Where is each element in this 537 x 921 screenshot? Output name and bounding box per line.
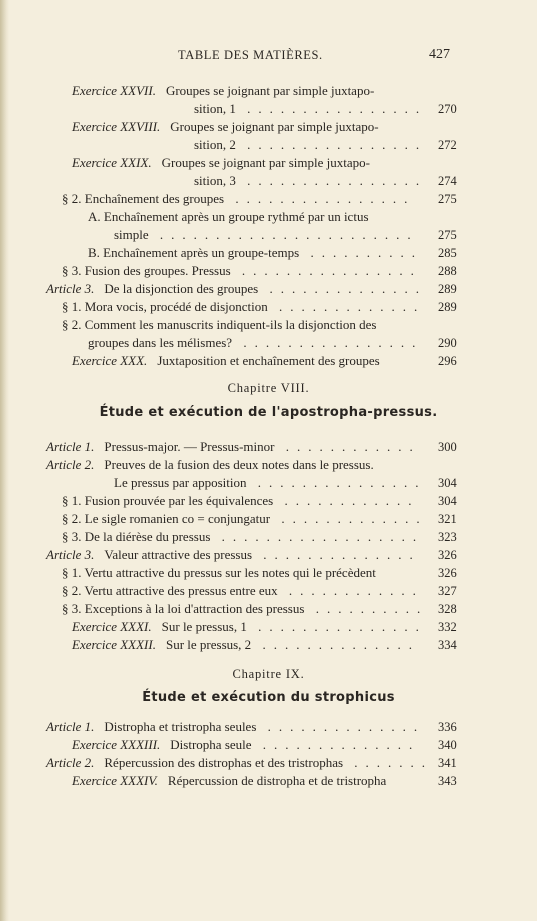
dot-leader: ....... — [343, 755, 434, 770]
toc-entry — [72, 82, 374, 100]
toc-entry — [114, 474, 427, 492]
dot-leader: .............. — [251, 637, 420, 652]
toc-entry-text: Groupes se joignant par simple juxtapo- — [165, 83, 375, 98]
toc-page-number: 321 — [438, 512, 457, 526]
dot-leader: .............. — [256, 719, 426, 734]
toc-entry-label: Exercice XXXII. — [72, 637, 156, 652]
toc-entry — [72, 618, 427, 636]
dot-leader: ............... — [246, 619, 427, 634]
toc-page-number: 327 — [438, 584, 457, 598]
running-header — [0, 48, 537, 68]
toc-entry-label: Article 1. — [46, 439, 95, 454]
toc-entry-label: Article 2. — [46, 457, 95, 472]
toc-entry-text: § 1. Mora vocis, procédé de disjonction — [62, 299, 268, 314]
dot-leader: ............ — [274, 439, 421, 454]
toc-page-number: 334 — [438, 638, 457, 652]
toc-page-number: 274 — [438, 174, 457, 188]
toc-page-number: 328 — [438, 602, 457, 616]
toc-entry — [62, 510, 428, 528]
toc-entry-text: sition, 3 — [194, 173, 236, 188]
toc-entry-text: Groupes se joignant par simple juxtapo- — [161, 155, 370, 170]
toc-entry — [62, 190, 415, 208]
toc-page-number: 323 — [438, 530, 457, 544]
dot-leader: .......... — [299, 245, 423, 260]
toc-entry — [46, 718, 425, 736]
toc-page-number: 290 — [438, 336, 457, 350]
toc-entry-text: Sur le pressus, 2 — [165, 637, 252, 652]
dot-leader: .............. — [252, 547, 421, 562]
toc-entry-label: Exercice XXXI. — [72, 619, 152, 634]
toc-entry-label: Exercice XXXIV. — [72, 773, 158, 788]
toc-page-number: 336 — [438, 720, 457, 734]
toc-entry-text: § 3. Exceptions à la loi d'attraction des pressus — [62, 601, 305, 616]
toc-entry — [72, 118, 379, 136]
toc-entry-text: § 1. Fusion prouvée par les équivalences — [62, 493, 274, 508]
dot-leader: .................. — [210, 529, 425, 544]
toc-entry — [88, 208, 369, 226]
toc-entry-label: Article 3. — [46, 547, 95, 562]
toc-entry-text: groupes dans les mélismes? — [88, 335, 233, 350]
toc-entry-label: Exercice XXXIII. — [72, 737, 161, 752]
toc-page-number: 285 — [438, 246, 457, 260]
dot-leader: .............. — [251, 737, 421, 752]
toc-entry-label: Article 2. — [46, 755, 95, 770]
dot-leader: ............. — [267, 299, 426, 314]
toc-page-number: 289 — [438, 300, 457, 314]
toc-entry-text: Preuves de la fusion des deux notes dans le pressus. — [104, 457, 374, 472]
toc-entry — [72, 736, 420, 754]
chapter-8-title: Étude et exécution de l'apostropha-pressus. — [99, 405, 438, 420]
toc-page-number: 300 — [438, 440, 457, 454]
toc-entry-text: B. Enchaînement après un groupe-temps — [88, 245, 300, 260]
dot-leader: ....................... — [148, 227, 419, 242]
header-page-number: 427 — [429, 47, 450, 62]
toc-entry — [72, 154, 370, 172]
chapter-9-heading: Chapitre IX. — [232, 667, 305, 681]
toc-entry-text: sition, 1 — [194, 101, 236, 116]
toc-entry-text: Juxtaposition et enchaînement des groupes — [157, 353, 380, 368]
toc-page-number: 332 — [438, 620, 457, 634]
toc-entry — [194, 100, 427, 118]
dot-leader: .............. — [258, 281, 427, 296]
toc-page-number: 275 — [438, 192, 457, 206]
toc-entry-label: Exercice XXVII. — [72, 83, 156, 98]
toc-entry-text: A. Enchaînement après un groupe rythmé par un ictus — [88, 209, 369, 224]
toc-entry-text: Sur le pressus, 1 — [161, 619, 247, 634]
dot-leader: ................ — [224, 191, 416, 206]
toc-entry — [194, 172, 427, 190]
dot-leader: ............... — [246, 475, 427, 490]
dot-leader: ............. — [270, 511, 428, 526]
toc-page-number: 272 — [438, 138, 457, 152]
toc-entry-text: § 2. Vertu attractive des pressus entre eux — [62, 583, 278, 598]
toc-entry — [62, 262, 422, 280]
dot-leader: ............ — [273, 493, 420, 508]
toc-page-number: 270 — [438, 102, 457, 116]
toc-entry-text: § 2. Le sigle romanien co = conjungatur — [62, 511, 271, 526]
toc-entry-text: Valeur attractive des pressus — [104, 547, 253, 562]
dot-leader: ................ — [235, 101, 428, 116]
toc-entry — [88, 334, 423, 352]
toc-entry — [194, 136, 427, 154]
toc-entry-label: Article 1. — [46, 719, 95, 734]
toc-entry-text: Répercussion des distrophas et des tristrophas — [104, 755, 344, 770]
toc-entry-text: Distropha seule — [170, 737, 252, 752]
toc-page-number: 304 — [438, 476, 457, 490]
dot-leader: ................ — [230, 263, 422, 278]
chapter-9-title: Étude et exécution du strophicus — [142, 690, 395, 705]
toc-entry-text: Groupes se joignant par simple juxtapo- — [170, 119, 379, 134]
toc-entry-text: § 1. Vertu attractive du pressus sur les notes qui le précèdent — [62, 565, 376, 580]
toc-entry — [46, 438, 421, 456]
toc-entry-label: Exercice XXX. — [72, 353, 148, 368]
dot-leader: ................ — [235, 137, 428, 152]
toc-entry-text: Le pressus par apposition — [114, 475, 247, 490]
toc-entry — [46, 456, 374, 474]
toc-entry — [46, 280, 427, 298]
toc-page-number: 343 — [438, 774, 457, 788]
toc-entry — [72, 636, 420, 654]
toc-entry — [114, 226, 419, 244]
dot-leader: ................ — [232, 335, 424, 350]
toc-entry-text: sition, 2 — [194, 137, 236, 152]
toc-entry — [62, 298, 425, 316]
toc-entry-text: § 2. Enchaînement des groupes — [62, 191, 225, 206]
toc-page-number: 296 — [438, 354, 457, 368]
toc-entry-text: Répercussion de distropha et de tristropha — [167, 773, 387, 788]
toc-entry — [62, 528, 424, 546]
toc-page-number: 326 — [438, 548, 457, 562]
dot-leader: ............ — [277, 583, 424, 598]
toc-entry-label: Article 3. — [46, 281, 95, 296]
toc-page-number: 275 — [438, 228, 457, 242]
toc-entry-text: § 3. De la diérèse du pressus — [62, 529, 211, 544]
toc-page-number: 289 — [438, 282, 457, 296]
toc-entry-text: Pressus-major. — Pressus-minor — [104, 439, 275, 454]
dot-leader: .......... — [304, 601, 429, 616]
toc-entry — [62, 316, 377, 334]
toc-page-number: 304 — [438, 494, 457, 508]
toc-entry — [46, 754, 433, 772]
toc-entry — [62, 582, 424, 600]
page-edge-shadow — [0, 0, 9, 921]
toc-entry-label: Exercice XXVIII. — [72, 119, 161, 134]
header-title: TABLE DES MATIÈRES. — [178, 48, 323, 62]
toc-entry — [62, 564, 376, 582]
toc-entry — [62, 492, 419, 510]
toc-entry-text: § 2. Comment les manuscrits indiquent-ils la disjonction des — [62, 317, 377, 332]
toc-entry — [46, 546, 421, 564]
chapter-8-heading: Chapitre VIII. — [227, 381, 310, 395]
toc-entry-text: § 3. Fusion des groupes. Pressus — [62, 263, 231, 278]
toc-page-number: 340 — [438, 738, 457, 752]
toc-entry-text: Distropha et tristropha seules — [104, 719, 257, 734]
toc-entry-text: simple — [114, 227, 149, 242]
dot-leader: ................ — [235, 173, 428, 188]
toc-entry — [72, 352, 380, 370]
toc-page-number: 288 — [438, 264, 457, 278]
toc-entry-label: Exercice XXIX. — [72, 155, 152, 170]
toc-entry — [72, 772, 386, 790]
toc-page-number: 341 — [438, 756, 457, 770]
toc-entry — [88, 244, 423, 262]
toc-entry-text: De la disjonction des groupes — [104, 281, 259, 296]
toc-page-number: 326 — [438, 566, 457, 580]
toc-entry — [62, 600, 428, 618]
